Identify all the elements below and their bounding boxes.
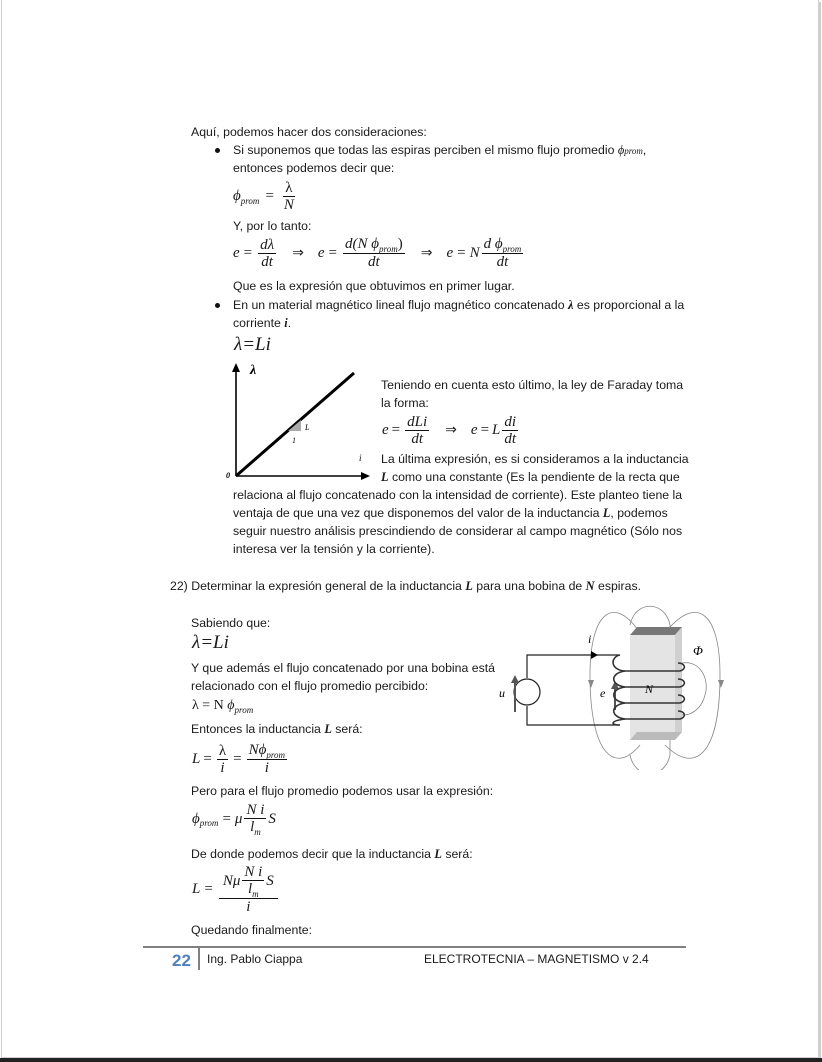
L-symbol: L [465, 579, 473, 593]
faraday-p6: interesa ver la tensión y la corriente). [233, 542, 435, 556]
de-donde-line [191, 846, 473, 863]
denominator: i [220, 759, 225, 776]
big-fraction [219, 864, 278, 915]
bullet1-line1: Si suponemos que todas las espiras perciben el mismo flujo promedio ϕprom, [233, 143, 647, 157]
flux-label: Φ [693, 643, 703, 658]
numerator: λ [218, 742, 227, 759]
eq-L: L [192, 881, 201, 897]
core-bottom [630, 732, 682, 740]
problem-22-statement [170, 578, 641, 595]
current-label: i [588, 632, 592, 646]
eq-L: L [192, 750, 201, 767]
entonces-line [191, 721, 363, 738]
paren: ) [397, 236, 403, 252]
fraction [282, 180, 296, 213]
equation-lambda-Li [234, 334, 271, 356]
denominator: dt [496, 254, 509, 270]
eq-e: e [446, 244, 454, 261]
quedando-line: Quedando finalmente: [191, 923, 313, 937]
por-lo-tanto: Y, por lo tanto: [233, 219, 312, 233]
equals: = [457, 244, 466, 261]
equation-phi-prom [233, 180, 298, 213]
denominator: i [246, 899, 251, 915]
numerator: di [504, 414, 517, 430]
fraction [405, 414, 429, 447]
top-wire [527, 655, 620, 678]
voltage-label: u [499, 686, 505, 700]
eq-phi: ϕ [192, 810, 200, 827]
equals: = [243, 244, 253, 261]
equals: = [328, 244, 338, 261]
lambda-vs-i-graph [222, 360, 372, 485]
equals: = [391, 422, 401, 438]
eq-text: λ=Li [234, 334, 271, 355]
numerator: N i [246, 802, 265, 818]
L-symbol: L [602, 506, 611, 520]
equals: = [203, 750, 212, 767]
phi-symbol: ϕ [617, 143, 625, 157]
i-symbol: i [284, 316, 288, 330]
fraction [242, 864, 264, 898]
prom-subscript: prom [624, 146, 643, 156]
text: Entonces la inductancia [191, 722, 321, 736]
L-symbol: L [324, 722, 332, 736]
eq-e: e [317, 244, 325, 261]
sub: prom [199, 818, 219, 828]
numerator: d ϕ [483, 236, 503, 252]
sub: prom [379, 244, 398, 254]
page-number: 22 [172, 951, 191, 970]
run-label: 1 [292, 436, 296, 445]
bullet1-text: Si suponemos que todas las espiras perciben el mismo flujo promedio [233, 143, 615, 157]
x-axis-label: i [359, 453, 362, 463]
equals: = [265, 188, 274, 204]
x-axis-arrow [361, 472, 370, 480]
implies-arrow: ⇒ [420, 245, 433, 261]
bullet1-conclusion: Que es la expresión que obtuvimos en primer lugar. [233, 279, 515, 293]
sub: m [252, 889, 259, 899]
faraday-p3: relaciona al flujo concatenado con la intensidad de corriente). Este planteo tiene la [233, 488, 683, 502]
fraction [502, 414, 518, 447]
fraction [217, 743, 228, 776]
bottom-wire [527, 706, 620, 725]
page-shadow [818, 2, 821, 1058]
text: ventaja de que una vez que disponemos del valor de la inductancia [233, 506, 600, 520]
pero-line: Pero para el flujo promedio podemos usar la expresión: [191, 784, 494, 798]
text: . [287, 316, 292, 330]
sabiendo-que: Sabiendo que: [191, 616, 271, 630]
denominator: dt [368, 254, 380, 270]
footer-rule [143, 946, 686, 948]
equals: = [480, 422, 490, 438]
S: S [268, 810, 276, 827]
faraday-p1: La última expresión, es si consideramos a la inductancia [381, 452, 689, 466]
bullet-marker [215, 148, 220, 153]
denominator: N [283, 197, 294, 213]
turns-label: N [645, 682, 654, 696]
fraction [258, 237, 276, 270]
footer-divider [198, 948, 200, 970]
faraday-p2 [381, 469, 680, 486]
flux-arrow [718, 680, 724, 688]
text: Determinar la expresión general de la inductancia [191, 579, 462, 593]
y-que-line2: relacionado con el flujo promedio percibido: [191, 679, 429, 693]
origin-label: 0 [226, 471, 230, 480]
N-mu: Nμ [222, 873, 241, 889]
fraction [247, 742, 287, 776]
N-symbol: N [585, 579, 595, 593]
equation-e-Ldidt [382, 414, 520, 447]
y-axis-label: λ [250, 363, 257, 378]
text: En un material magnético lineal flujo magnético concatenado [233, 298, 565, 312]
S: S [266, 873, 274, 889]
text: corriente [233, 316, 281, 330]
faraday-line1: Teniendo en cuenta esto último, la ley de Faraday toma [381, 378, 684, 392]
flux-arrow [588, 680, 594, 688]
equals: = [204, 881, 213, 897]
equation-faraday-chain [233, 236, 525, 270]
numerator: N i [244, 864, 263, 880]
eq-text: λ=Li [192, 632, 229, 653]
eq-e: e [470, 422, 478, 438]
equation-lambda-Li-2 [192, 632, 229, 654]
L-symbol: L [381, 470, 389, 484]
equation-lambda-N-phi [192, 698, 253, 714]
denominator: dt [411, 431, 423, 447]
text: , podemos [610, 506, 668, 520]
eq-e: e [382, 422, 389, 438]
text: para una bobina de [476, 579, 583, 593]
core-side [675, 627, 682, 740]
eq-lhs: λ = N [192, 698, 224, 713]
fraction [244, 802, 266, 836]
denominator: dt [504, 431, 517, 447]
coef-N: N [469, 244, 480, 261]
fraction [482, 236, 524, 270]
problem-number: 22) [170, 579, 188, 593]
numerator: dLi [407, 414, 428, 430]
linear-relation-line [236, 373, 354, 476]
fraction [343, 236, 405, 270]
denominator: l [247, 881, 253, 897]
numerator: dλ [260, 236, 275, 253]
current-arrow [591, 651, 598, 659]
eq-e: e [233, 244, 240, 261]
L-symbol: L [434, 847, 442, 861]
mu: μ [234, 810, 243, 827]
eq-phi: ϕ [227, 698, 235, 713]
bullet-marker [215, 303, 220, 308]
implies-arrow: ⇒ [445, 423, 457, 438]
equation-L-final-form [192, 864, 280, 915]
text: espiras. [597, 579, 642, 593]
page-bottom-edge [0, 1058, 822, 1062]
emf-label: e [600, 686, 606, 700]
u-arrow-head [511, 675, 519, 683]
denominator: i [264, 760, 269, 776]
eq-sub: prom [240, 195, 260, 206]
numerator: λ [285, 180, 293, 196]
sub: m [254, 827, 261, 837]
numerator: d(N ϕ [345, 236, 380, 252]
denominator: dt [261, 253, 273, 270]
text: será: [335, 722, 363, 736]
sub: prom [234, 705, 254, 715]
y-que-line1: Y que además el flujo concatenado por una bobina está [191, 661, 496, 675]
text: De donde podemos decir que la inductancia [191, 847, 431, 861]
coil-circuit-diagram [495, 605, 735, 770]
equals: = [222, 810, 231, 827]
lambda-symbol: λ [567, 298, 574, 312]
text: es proporcional a la [576, 298, 685, 312]
bullet2-line1 [233, 297, 684, 314]
intro-text: Aquí, podemos hacer dos consideraciones: [191, 125, 427, 139]
implies-arrow: ⇒ [292, 245, 304, 261]
numerator: Nϕ [248, 742, 267, 758]
footer-author: Ing. Pablo Ciappa [207, 952, 303, 966]
sub: prom [266, 750, 286, 760]
equals: = [233, 750, 242, 767]
eq-phi: ϕ [233, 188, 241, 204]
core-top-face [630, 627, 682, 635]
slope-label: L [305, 423, 310, 432]
coef-L: L [492, 422, 501, 438]
text: será: [445, 847, 473, 861]
bullet2-line2 [233, 315, 291, 332]
y-axis-arrow [232, 363, 240, 372]
faraday-line2: la forma: [381, 396, 429, 410]
denominator: l [250, 819, 255, 835]
faraday-p4 [233, 505, 668, 522]
equation-phi-prom-mu [192, 802, 276, 836]
text: como una constante (Es la pendiente de la recta que [391, 470, 680, 484]
equation-L-lambda-over-i [192, 742, 289, 776]
bullet1-line2: entonces podemos decir que: [233, 161, 395, 175]
footer-title: ELECTROTECNIA – MAGNETISMO v 2.4 [424, 952, 649, 966]
sub: prom [502, 244, 522, 254]
faraday-p5: seguir nuestro análisis prescindiendo de considerar al campo magnético (Sólo nos [233, 524, 683, 538]
